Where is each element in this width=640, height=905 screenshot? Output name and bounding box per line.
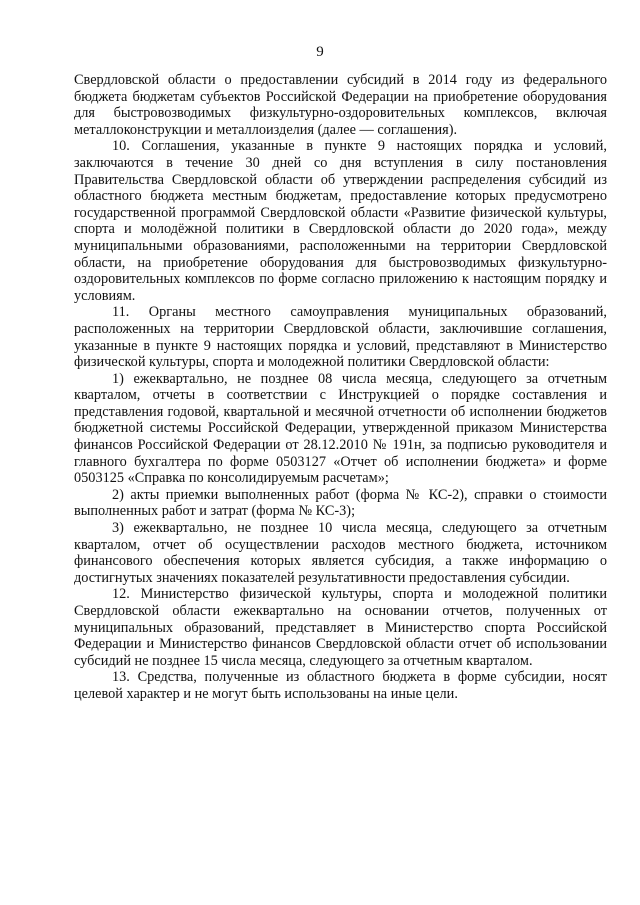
- paragraph-11-item-1: 1) ежеквартально, не позднее 08 числа месяца, следующего за отчетным кварталом, отчеты в соответствии с Инструкцией о порядке составления и представления годовой, квартальной и месячной отчетности об исполнении бюджетов бюджетной системы Российской Федерации, утвержденной приказом Министерства финансов Российской Федерации от 28.12.2010 № 191н, за подписью руководителя и главного бухгалтера по форме 0503127 «Отчет об исполнении бюджета» и форме 0503125 «Справка по консолидируемым расчетам»;: [74, 370, 607, 487]
- paragraph-13: 13. Средства, полученные из областного бюджета в форме субсидии, носят целевой характер и не могут быть использованы на иные цели.: [74, 669, 607, 702]
- document-body: [74, 72, 607, 703]
- paragraph-11-item-3: 3) ежеквартально, не позднее 10 числа месяца, следующего за отчетным кварталом, отчет об осуществлении расходов местного бюджета, источником финансового обеспечения которых является субсидия, а также информацию о достигнутых значениях показателей результативности предоставления субсидии.: [74, 520, 607, 586]
- paragraph-11-item-2: 2) акты приемки выполненных работ (форма № КС-2), справки о стоимости выполненных работ и затрат (форма № КС-3);: [74, 486, 607, 520]
- page-number: 9: [316, 44, 324, 60]
- paragraph-10: 10. Соглашения, указанные в пункте 9 настоящих порядка и условий, заключаются в течение 30 дней со дня вступления в силу постановления Правительства Свердловской области об утверждении распределения субсидий из областного бюджета местным бюджетам, предоставление которых предусмотрено государственной программой Свердловской области «Развитие физической культуры, спорта и молодёжной политики в Свердловской области до 2020 года», между муниципальными образованиями, расположенными на территории Свердловской области, на приобретение оборудования для быстровозводимых физкультурно-оздоровительных комплексов по форме согласно приложению к настоящим порядку и условиям.: [74, 138, 607, 304]
- paragraph-11: 11. Органы местного самоуправления муниципальных образований, расположенных на территории Свердловской области, заключившие соглашения, указанные в пункте 9 настоящих порядка и условий, представляют в Министерство физической культуры, спорта и молодежной политики Свердловской области:: [74, 304, 607, 371]
- paragraph-continuation: Свердловской области о предоставлении субсидий в 2014 году из федерального бюджета бюджетам субъектов Российской Федерации на приобретение оборудования для быстровозводимых физкультурно-оздоровительных комплексов, включая металлоконструкции и металлоизделия (далее — соглашения).: [74, 72, 607, 138]
- paragraph-12: 12. Министерство физической культуры, спорта и молодежной политики Свердловской области ежеквартально на основании отчетов, полученных от муниципальных образований, представляет в Министерство спорта Российской Федерации и Министерство финансов Свердловской области отчет об использовании субсидий не позднее 15 числа месяца, следующего за отчетным кварталом.: [74, 586, 607, 669]
